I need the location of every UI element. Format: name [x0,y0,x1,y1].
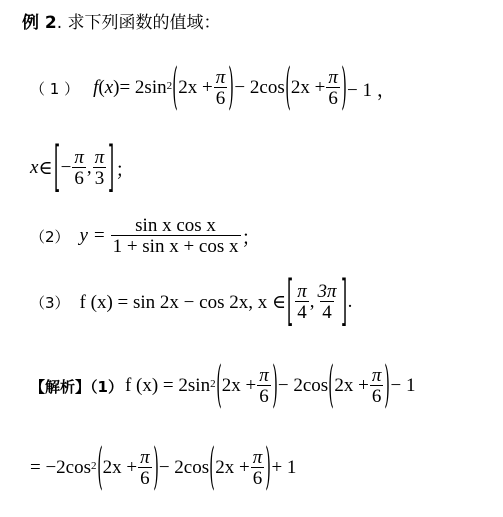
domain-pi-2: π [94,147,105,168]
problem-1-number: （ 1 ） [30,79,80,98]
problem-1-eq: = 2sin [119,77,167,98]
problem-3-number: （3） [30,293,70,312]
problem-2-semicolon: ； [241,226,261,249]
problem-1-domain: x ∈ [ − $\frac{\pi}{6}$ , $\frac{\pi}{3}$ ] ； [30,136,135,200]
solution-mid: − 2cos [277,375,329,396]
problem-1: （ 1 ） f ( x ) = 2sin $^2$ ( 2x + $\frac{\pi}{6}$ ) − 2cos ( 2x + $\frac{\pi}{6}$ ) − 1 ， [30,59,396,117]
problem-1-pi-1: π [215,67,226,88]
problem-1-end: − 1 ， [347,79,396,101]
solution-arg-1: 2x + [221,375,257,396]
problem-1-f: f [93,77,99,98]
problem-1-six-2: 6 [328,88,338,109]
solution-six-1: 6 [259,386,269,407]
problem-1-mid: − 2cos [234,77,285,98]
domain-comma: , [86,157,92,178]
problem-1-square: 2 [166,80,173,92]
example-label: 例 2 [22,13,57,33]
solution-line-2: = −2cos $^2$ ( 2x + $\frac{\pi}{6}$ ) − 2cos ( 2x + $\frac{\pi}{6}$ ) + 1 [30,439,297,497]
solution-line-1: 【解析】（1） f (x) = 2sin $^2$ ( 2x + $\frac{\pi}{6}$ ) − 2cos ( 2x + $\frac{\pi}{6}$ ) − 1 [30,357,416,415]
solution-six-2: 6 [371,386,382,407]
solution2-pi-2: π [252,447,263,468]
problem-1-arg1: 2x + [178,77,213,98]
domain-six: 6 [74,168,84,189]
solution-pi-1: π [259,365,269,386]
problem-2-number: （2） [30,227,70,246]
domain-in: ∈ [38,157,53,179]
problem-2 [30,208,261,264]
solution2-lead: = −2cos [30,457,92,478]
problem-3-three-pi: 3π [317,281,337,302]
solution-fx: f (x) = 2sin [124,375,211,396]
solution2-square: 2 [91,460,97,472]
example-title: . 求下列函数的值域： [56,13,221,33]
solution2-six-1: 6 [140,468,150,489]
problem-1-six-1: 6 [215,88,226,109]
domain-semicolon: ； [115,158,135,181]
solution2-arg-2: 2x + [215,457,250,478]
solution2-mid: − 2cos [158,457,210,478]
problem-1-pi-2: π [328,67,338,88]
problem-1-x: x [104,77,114,98]
solution-pi-2: π [371,365,382,386]
domain-x: x [30,157,39,178]
problem-2-denominator: 1 + sin x + cos x [112,236,239,257]
problem-3: （3） f (x) = sin 2x − cos 2x, x ∈ [ $\frac{\pi}{4}$ , $\frac{3\pi}{4}$ ] . [30,270,353,334]
solution-end: − 1 [390,375,416,396]
domain-neg: − [60,157,72,178]
domain-three: 3 [94,168,105,189]
problem-3-four-1: 4 [297,302,307,323]
solution-label: 【解析】（1） [30,377,123,396]
solution2-pi-1: π [140,447,150,468]
solution-arg-2: 2x + [334,375,369,396]
example-heading [22,8,221,33]
solution2-end: + 1 [271,457,297,478]
problem-3-expression: f (x) = sin 2x − cos 2x, x ∈ [79,291,287,313]
solution2-six-2: 6 [252,468,263,489]
problem-3-four-2: 4 [322,302,332,323]
problem-2-y: y = [79,225,106,246]
domain-pi-1: π [74,147,84,168]
problem-3-period: . [347,291,353,312]
problem-3-pi: π [297,281,307,302]
problem-2-numerator: sin x cos x [135,215,216,236]
solution2-arg-1: 2x + [102,457,138,478]
problem-1-arg2: 2x + [290,77,326,98]
solution-square: 2 [210,378,216,390]
